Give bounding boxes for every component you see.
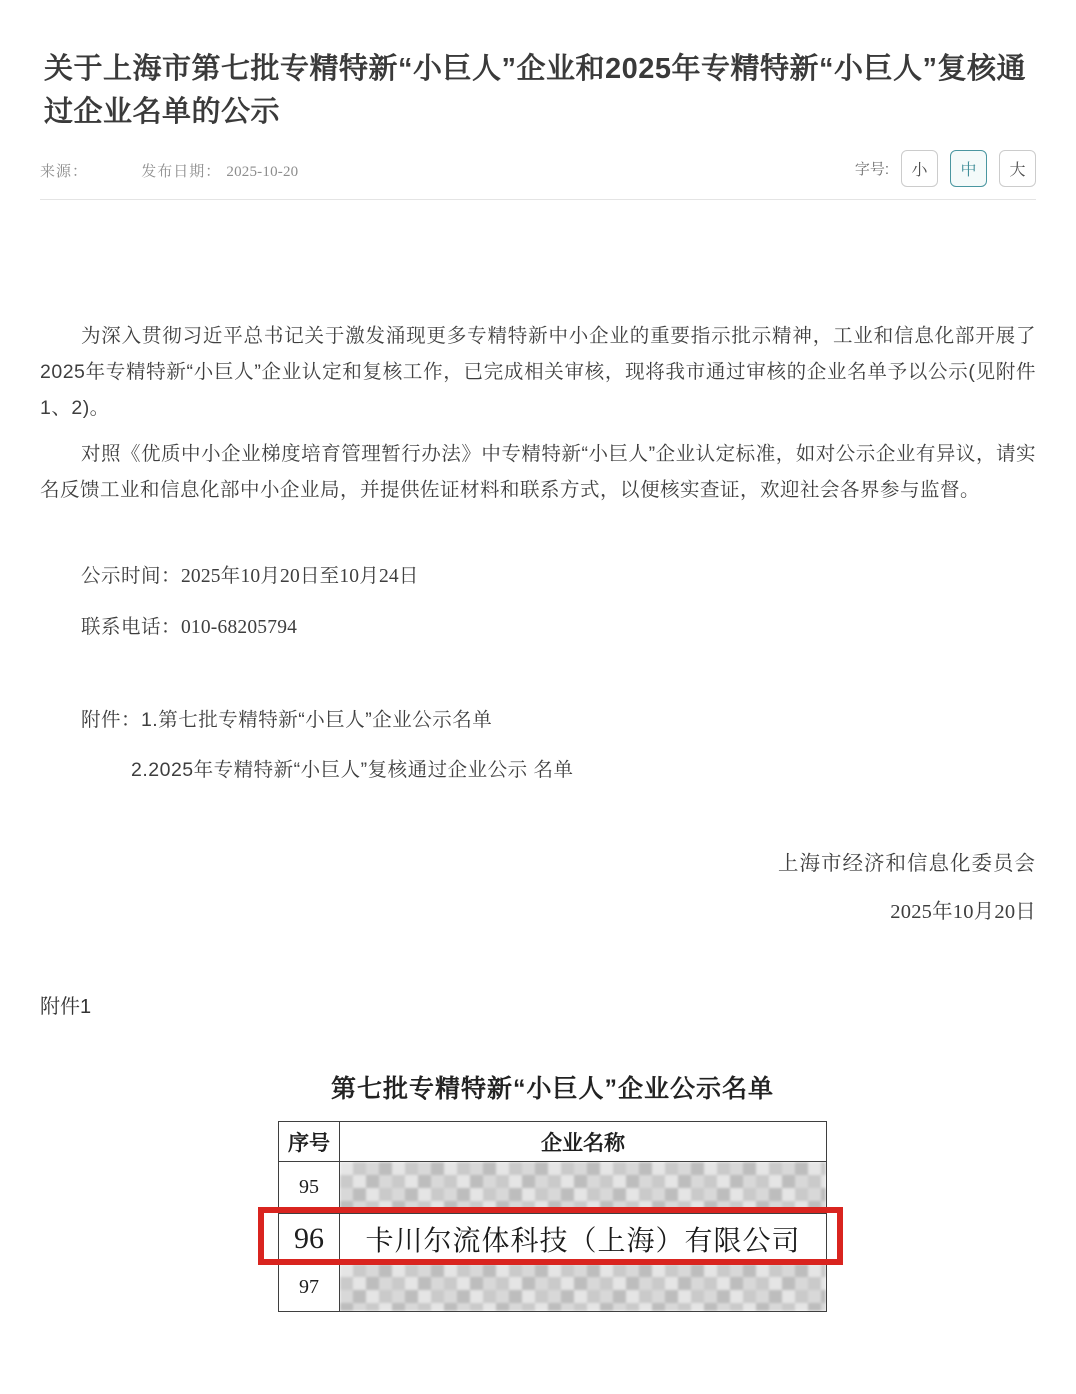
table-title: 第七批专精特新“小巨人”企业公示名单 <box>330 1075 774 1103</box>
contact-label: 联系电话： <box>80 616 181 638</box>
row-95-name-redacted <box>340 1162 827 1214</box>
publish-date-value: 2025-10-20 <box>226 164 299 180</box>
row-96-company-name: 卡川尔流体科技（上海）有限公司 <box>340 1214 827 1264</box>
column-header-no: 序号 <box>279 1122 340 1162</box>
row-95-number: 95 <box>279 1162 340 1214</box>
redaction-mosaic <box>340 1264 826 1311</box>
attachments-label: 附件： <box>80 709 141 731</box>
attachment-line-1 <box>40 702 1036 738</box>
enterprise-table-wrap <box>278 1121 827 1312</box>
publicity-period-label: 公示时间： <box>80 565 181 587</box>
enterprise-table <box>278 1121 827 1312</box>
table-header-row <box>279 1122 827 1162</box>
attachment-1-title: 1.第七批专精特新“小巨人”企业公示名单 <box>140 709 493 731</box>
row-97-number: 97 <box>279 1264 340 1312</box>
attachment-2-title: 2.2025年专精特新“小巨人”复核通过企业公示 名单 <box>131 759 574 781</box>
contact-value: 010-68205794 <box>180 617 298 638</box>
redaction-mosaic <box>340 1162 826 1213</box>
font-size-medium-button[interactable]: 中 <box>950 150 987 187</box>
attachment-1-section-label: 附件1 <box>40 996 92 1018</box>
header-divider <box>40 199 1036 200</box>
font-size-small-button[interactable]: 小 <box>901 150 938 187</box>
contact-phone-line <box>40 609 1036 646</box>
meta-row <box>40 150 1036 191</box>
table-row-highlighted <box>279 1214 827 1264</box>
table-row <box>279 1264 827 1312</box>
paragraph-1: 为深入贯彻习近平总书记关于激发涌现更多专精特新中小企业的重要指示批示精神，工业和信息化部开展了2025年专精特新“小巨人”企业认定和复核工作，已完成相关审核，现将我市通过审核的企业名单予以公示(见附件1、2)。 <box>40 325 1036 419</box>
font-size-large-button[interactable]: 大 <box>999 150 1036 187</box>
source-label: 来源： <box>40 163 89 180</box>
publicity-period-line <box>40 558 1036 595</box>
publish-date-label: 发布日期： <box>141 163 222 180</box>
announcement-page <box>0 48 1076 1394</box>
publicity-period-value: 2025年10月20日至10月24日 <box>180 566 419 587</box>
attachments-block <box>40 702 1036 788</box>
font-size-control <box>855 150 1036 191</box>
meta-info <box>40 160 298 191</box>
paragraph-2: 对照《优质中小企业梯度培育管理暂行办法》中专精特新“小巨人”企业认定标准，如对公示企业有异议，请实名反馈工业和信息化部中小企业局，并提供佐证材料和联系方式，以便核实查证，欢迎社会各界参与监督。 <box>40 443 1036 501</box>
column-header-name: 企业名称 <box>340 1122 827 1162</box>
issue-date: 2025年10月20日 <box>890 901 1036 923</box>
document-body <box>40 318 1036 924</box>
table-row <box>279 1162 827 1214</box>
attachment-line-2 <box>40 752 1036 788</box>
page-title: 关于上海市第七批专精特新“小巨人”企业和2025年专精特新“小巨人”复核通过企业名单的公示 <box>44 53 1027 128</box>
row-97-name-redacted <box>340 1264 827 1312</box>
row-96-number: 96 <box>279 1214 340 1264</box>
issuer-name: 上海市经济和信息化委员会 <box>778 852 1036 875</box>
font-size-label: 字号: <box>854 161 889 178</box>
